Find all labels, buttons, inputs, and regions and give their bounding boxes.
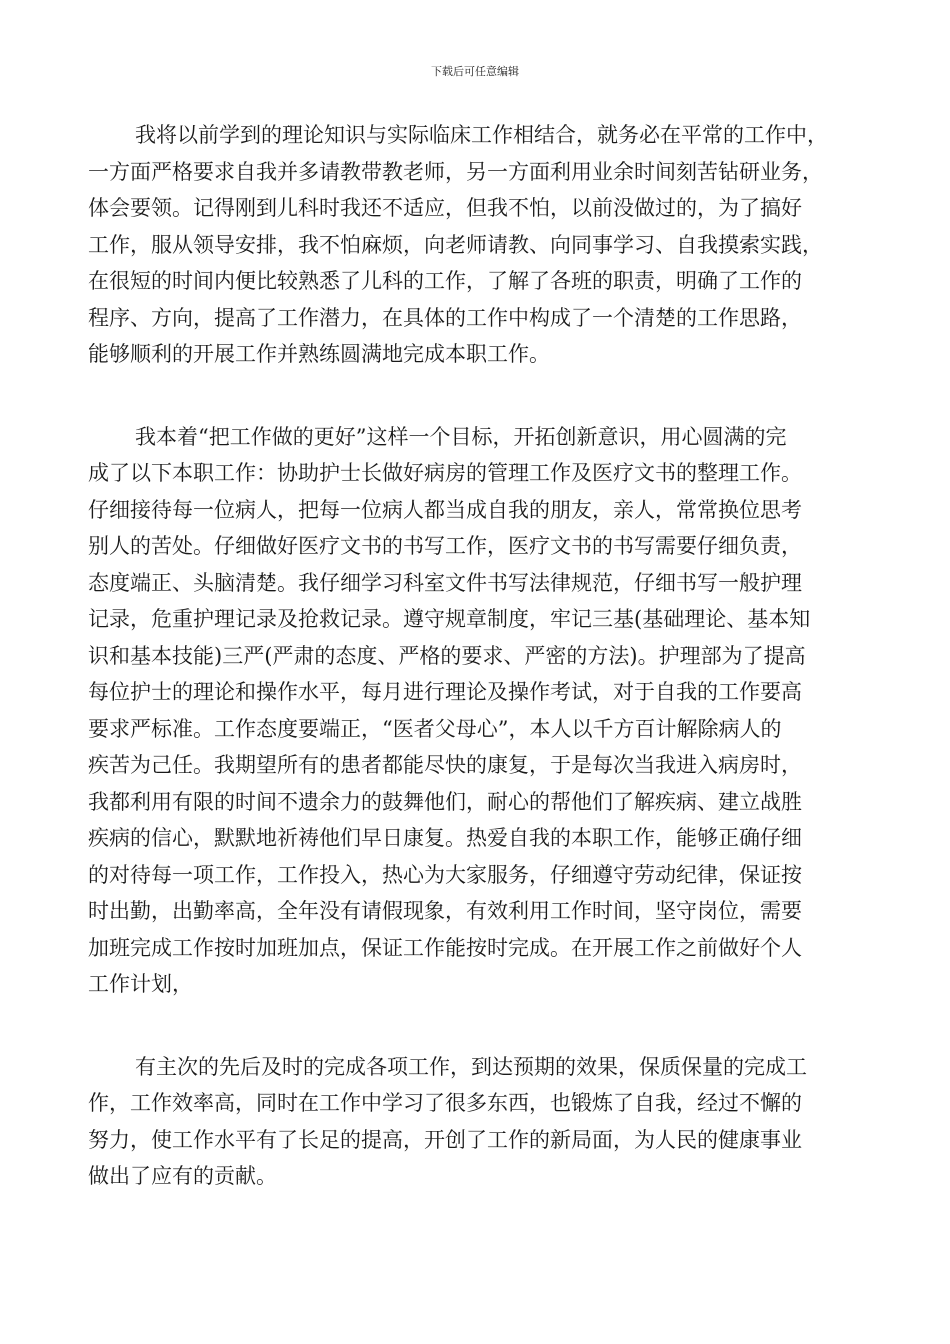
paragraph-line: 我都利用有限的时间不遗余力的鼓舞他们，耐心的帮他们了解疾病、建立战胜 bbox=[88, 789, 802, 814]
paragraph-line: 工作计划， bbox=[88, 972, 193, 996]
paragraph-line: 作，工作效率高，同时在工作中学习了很多东西，也锻炼了自我，经过不懈的 bbox=[88, 1091, 802, 1115]
paragraph-1 bbox=[88, 117, 860, 373]
paragraph-line: 识和基本技能)三严(严肃的态度、严格的要求、严密的方法)。护理部为了提高 bbox=[88, 643, 806, 668]
paragraph-line: 态度端正、头脑清楚。我仔细学习科室文件书写法律规范，仔细书写一般护理 bbox=[88, 570, 802, 595]
paragraph-line: 疾苦为己任。我期望所有的患者都能尽快的康复，于是每次当我进入病房时， bbox=[88, 753, 802, 777]
paragraph-line: 能够顺利的开展工作并熟练圆满地完成本职工作。 bbox=[88, 342, 550, 366]
paragraph-line: 我将以前学到的理论知识与实际临床工作相结合，就务必在平常的工作中， bbox=[135, 123, 828, 147]
paragraph-spacer bbox=[88, 373, 860, 419]
paragraph-3 bbox=[88, 1049, 860, 1195]
paragraph-line: 在很短的时间内便比较熟悉了儿科的工作，了解了各班的职责，明确了工作的 bbox=[88, 269, 802, 293]
paragraph-line: 疾病的信心，默默地祈祷他们早日康复。热爱自我的本职工作，能够正确仔细 bbox=[88, 826, 802, 850]
paragraph-line: 仔细接待每一位病人，把每一位病人都当成自我的朋友，亲人，常常换位思考 bbox=[88, 497, 802, 522]
paragraph-line: 努力，使工作水平有了长足的提高，开创了工作的新局面，为人民的健康事业 bbox=[88, 1127, 802, 1152]
paragraph-line: 做出了应有的贡献。 bbox=[88, 1164, 277, 1188]
paragraph-spacer bbox=[88, 1003, 860, 1049]
paragraph-line: 别人的苦处。仔细做好医疗文书的书写工作，医疗文书的书写需要仔细负责， bbox=[88, 534, 802, 558]
paragraph-line: 的对待每一项工作，工作投入，热心为大家服务，仔细遵守劳动纪律，保证按 bbox=[88, 862, 802, 887]
paragraph-line: 有主次的先后及时的完成各项工作，到达预期的效果，保质保量的完成工 bbox=[135, 1054, 807, 1079]
paragraph-line: 加班完成工作按时加班加点，保证工作能按时完成。在开展工作之前做好个人 bbox=[88, 935, 802, 960]
paragraph-line: 程序、方向，提高了工作潜力，在具体的工作中构成了一个清楚的工作思路， bbox=[88, 305, 802, 330]
paragraph-line: 成了以下本职工作：协助护士长做好病房的管理工作及医疗文书的整理工作。 bbox=[88, 461, 802, 485]
page-header: 下载后可任意编辑 bbox=[431, 65, 519, 78]
paragraph-line: 工作，服从领导安排，我不怕麻烦，向老师请教、向同事学习、自我摸索实践， bbox=[88, 232, 823, 257]
paragraph-line: 记录，危重护理记录及抢救记录。遵守规章制度，牢记三基(基础理论、基本知 bbox=[88, 607, 811, 631]
paragraph-line: 每位护士的理论和操作水平，每月进行理论及操作考试，对于自我的工作要高 bbox=[88, 680, 802, 704]
paragraph-line: 我本着“把工作做的更好”这样一个目标，开拓创新意识，用心圆满的完 bbox=[135, 424, 787, 449]
paragraph-line: 体会要领。记得刚到儿科时我还不适应，但我不怕，以前没做过的，为了搞好 bbox=[88, 196, 802, 220]
paragraph-line: 要求严标准。工作态度要端正，“医者父母心”，本人以千方百计解除病人的 bbox=[88, 716, 782, 741]
document-body bbox=[88, 117, 860, 1195]
paragraph-line: 一方面严格要求自我并多请教带教老师，另一方面利用业余时间刻苦钻研业务， bbox=[88, 159, 823, 184]
paragraph-2 bbox=[88, 419, 860, 1003]
paragraph-line: 时出勤，出勤率高，全年没有请假现象，有效利用工作时间，坚守岗位，需要 bbox=[88, 899, 802, 923]
